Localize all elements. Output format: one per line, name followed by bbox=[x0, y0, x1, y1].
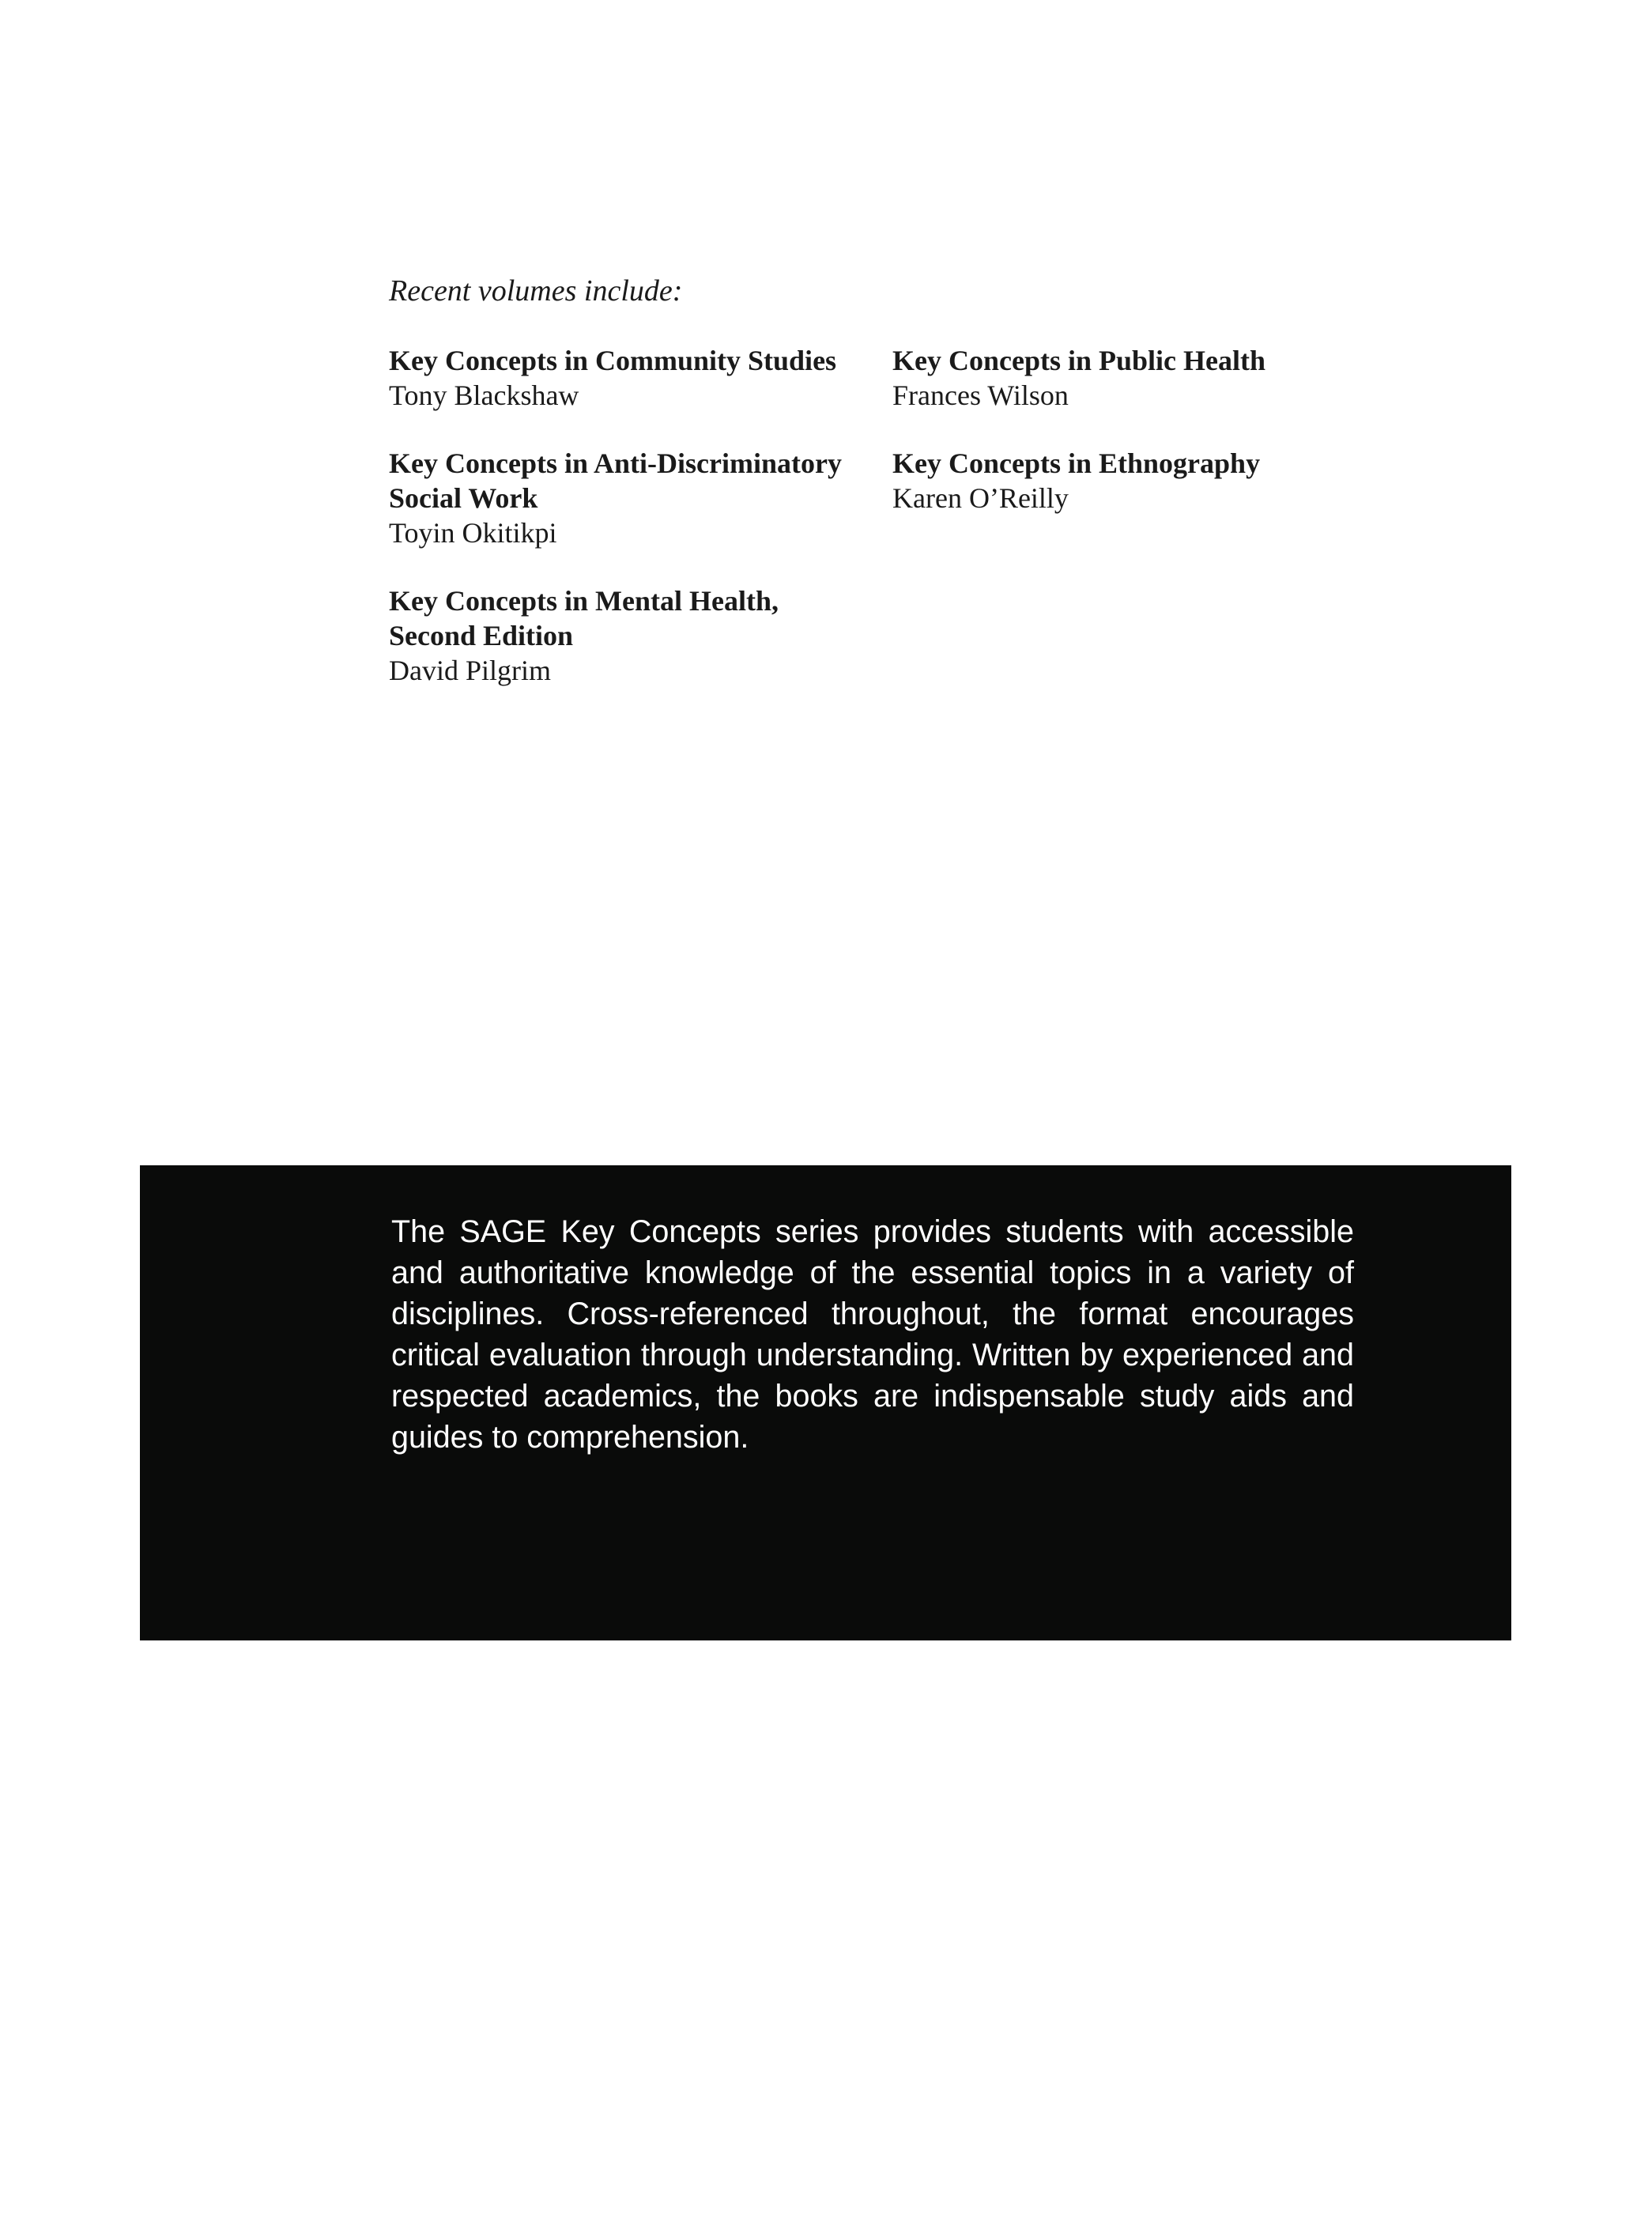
volume-author: Toyin Okitikpi bbox=[389, 517, 557, 549]
recent-volumes-heading: Recent volumes include: bbox=[389, 274, 683, 308]
volume-list-right bbox=[892, 343, 1414, 549]
volume-title: Key Concepts in Anti-Discriminatory Social Work bbox=[389, 447, 842, 514]
volume-title: Key Concepts in Public Health bbox=[892, 345, 1266, 376]
volume-author: Karen O’Reilly bbox=[892, 482, 1069, 514]
volume-author: Tony Blackshaw bbox=[389, 379, 579, 411]
volume-title: Key Concepts in Community Studies bbox=[389, 345, 837, 376]
volume-title: Key Concepts in Mental Health, Second Edition bbox=[389, 585, 779, 651]
volume-entry bbox=[389, 446, 911, 550]
volume-author: David Pilgrim bbox=[389, 655, 551, 686]
series-description-text: The SAGE Key Concepts series provides students with accessible and authoritative knowledge of the essential topics in a variety of disciplines. Cross-referenced throughout, the format encourages critical evaluation through understanding. Written by experienced and respected academics, the books are indispensable study aids and guides to comprehension. bbox=[391, 1214, 1354, 1455]
volume-entry bbox=[389, 583, 911, 688]
volume-list-left bbox=[389, 343, 911, 721]
volume-entry bbox=[892, 446, 1414, 515]
volume-entry bbox=[892, 343, 1414, 413]
series-description-panel bbox=[140, 1165, 1511, 1640]
volume-title: Key Concepts in Ethnography bbox=[892, 447, 1261, 479]
volume-entry bbox=[389, 343, 911, 413]
volume-author: Frances Wilson bbox=[892, 379, 1069, 411]
